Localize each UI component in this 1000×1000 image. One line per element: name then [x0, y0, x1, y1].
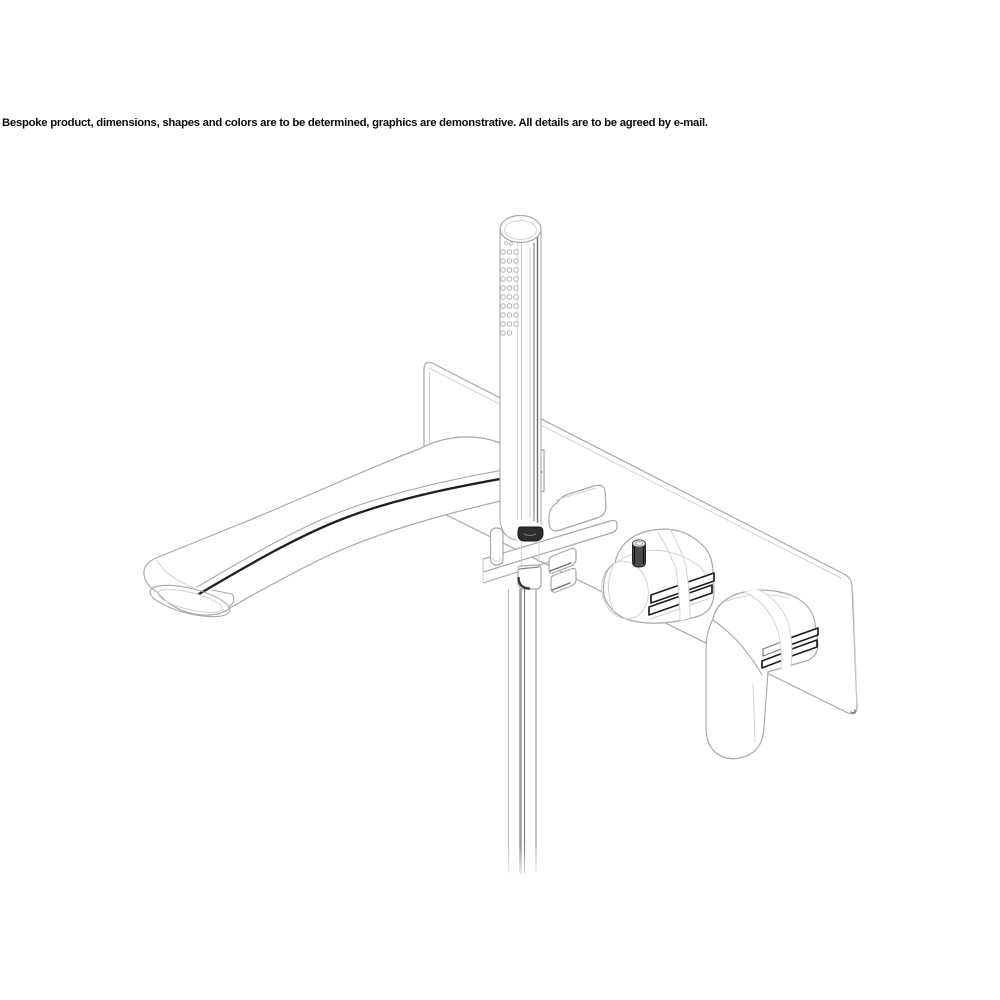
handle-end-cap	[518, 527, 543, 541]
diverter-pin	[633, 540, 646, 567]
disclaimer-text: Bespoke product, dimensions, shapes and colors are to be determined, graphics are demonstrative. All details are to be agreed by e-mail.	[2, 117, 708, 129]
hose-connector	[518, 565, 541, 589]
shower-hose	[498, 542, 546, 890]
holder-clip	[491, 528, 504, 565]
shower-top-cap	[500, 216, 541, 243]
hose-fadeout	[498, 845, 546, 890]
hand-shower	[500, 216, 543, 542]
